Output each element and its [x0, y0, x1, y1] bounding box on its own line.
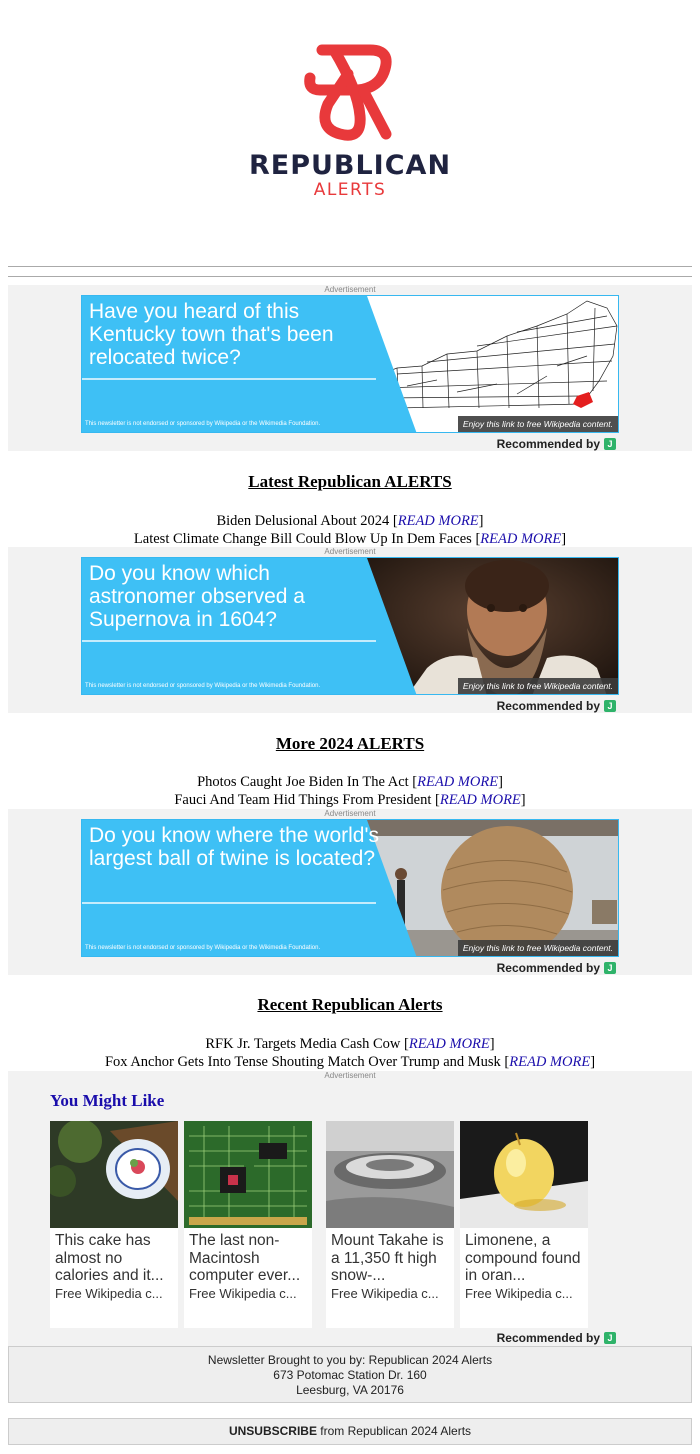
- footer-city-line: Leesburg, VA 20176: [296, 1383, 404, 1397]
- you-might-like-title: You Might Like: [50, 1091, 165, 1110]
- headline-item: Biden Delusional About 2024 [READ MORE]: [216, 513, 484, 529]
- card-source: Free Wikipedia c...: [331, 1286, 439, 1301]
- recommendation-card[interactable]: [326, 1121, 454, 1328]
- read-more-link[interactable]: READ MORE: [480, 531, 562, 547]
- section-title: Recent Republican Alerts: [257, 995, 443, 1014]
- recommendation-card[interactable]: [184, 1121, 312, 1328]
- headline-text: Latest Climate Change Bill Could Blow Up In Dem Faces: [133, 531, 476, 547]
- recommendation-card[interactable]: [460, 1121, 588, 1328]
- recommended-by[interactable]: [497, 1331, 616, 1345]
- headline-item: Photos Caught Joe Biden In The Act [READ MORE]: [197, 774, 503, 790]
- recommended-label: Recommended by: [496, 1331, 600, 1345]
- headline-item: Fox Anchor Gets Into Tense Shouting Match Over Trump and Musk [READ MORE]: [104, 1054, 596, 1070]
- advertisement-label: Advertisement: [324, 285, 376, 294]
- headline-text: Fauci And Team Hid Things From President: [174, 792, 436, 808]
- citrus-fruit-image: [460, 1121, 588, 1228]
- ad-caption: Enjoy this link to free Wikipedia content.: [458, 940, 618, 956]
- newsletter-footer: [8, 1346, 692, 1403]
- ad-headline: Have you heard of this Kentucky town that's been relocated twice?: [89, 300, 334, 369]
- republican-alerts-logo-icon: [300, 30, 400, 150]
- headline-text: RFK Jr. Targets Media Cash Cow: [205, 1036, 404, 1052]
- unsubscribe-link[interactable]: UNSUBSCRIBE from Republican 2024 Alerts: [228, 1424, 472, 1438]
- card-title: Mount Takahe is a 11,350 ft high snow-...: [331, 1232, 444, 1284]
- circuit-board-image: [184, 1121, 312, 1228]
- jeeng-logo-icon: J: [604, 962, 616, 974]
- card-source: Free Wikipedia c...: [465, 1286, 573, 1301]
- recommendation-card[interactable]: [50, 1121, 178, 1328]
- aerial-mountain-image: [326, 1121, 454, 1228]
- headline-item: RFK Jr. Targets Media Cash Cow [READ MORE]: [205, 1036, 495, 1052]
- footer-sponsor-line: Newsletter Brought to you by: Republican 2024 Alerts: [207, 1353, 493, 1367]
- ad-rule: [82, 902, 376, 904]
- divider: [8, 276, 692, 277]
- logo-brand-text: REPUBLICAN: [248, 150, 452, 181]
- read-more-link[interactable]: READ MORE: [439, 792, 521, 808]
- recommended-label: Recommended by: [496, 961, 600, 975]
- card-title: The last non-Macintosh computer ever...: [189, 1232, 301, 1284]
- ad-disclaimer: This newsletter is not endorsed or sponsored by Wikipedia or the Wikimedia Foundation.: [85, 945, 321, 951]
- ad-banner[interactable]: [81, 819, 619, 957]
- header-logo: [0, 0, 700, 262]
- ad-disclaimer: This newsletter is not endorsed or sponsored by Wikipedia or the Wikimedia Foundation.: [85, 683, 321, 689]
- ad-banner[interactable]: [81, 295, 619, 433]
- recommended-by[interactable]: [497, 437, 616, 451]
- headline-text: Fox Anchor Gets Into Tense Shouting Match Over Trump and Musk: [104, 1054, 505, 1070]
- jeeng-logo-icon: J: [604, 700, 616, 712]
- jeeng-logo-icon: J: [604, 438, 616, 450]
- section-title: More 2024 ALERTS: [275, 734, 425, 753]
- recommended-by[interactable]: [497, 699, 616, 713]
- advertisement-label: Advertisement: [324, 547, 376, 556]
- card-title: This cake has almost no calories and it...: [55, 1232, 164, 1284]
- logo-sub-text: ALERTS: [313, 180, 387, 200]
- advertisement-block: [8, 809, 692, 975]
- ad-rule: [82, 640, 376, 642]
- read-more-link[interactable]: READ MORE: [509, 1054, 591, 1070]
- card-title: Limonene, a compound found in oran...: [465, 1232, 581, 1284]
- headline-text: Photos Caught Joe Biden In The Act: [197, 774, 413, 790]
- you-might-like-block: [8, 1071, 692, 1346]
- card-source: Free Wikipedia c...: [189, 1286, 297, 1301]
- divider: [8, 266, 692, 267]
- advertisement-label: Advertisement: [324, 1071, 376, 1080]
- section-title: Latest Republican ALERTS: [248, 472, 452, 491]
- card-source: Free Wikipedia c...: [55, 1286, 163, 1301]
- cake-plate-image: [50, 1121, 178, 1228]
- ad-caption: Enjoy this link to free Wikipedia content.: [458, 678, 618, 694]
- advertisement-label: Advertisement: [324, 809, 376, 818]
- ad-caption: Enjoy this link to free Wikipedia content.: [458, 416, 618, 432]
- ad-rule: [82, 378, 376, 380]
- ad-banner[interactable]: [81, 557, 619, 695]
- headline-item: Fauci And Team Hid Things From President [READ MORE]: [174, 792, 526, 808]
- unsubscribe-bar[interactable]: [8, 1418, 692, 1445]
- footer-address-line: 673 Potomac Station Dr. 160: [273, 1368, 427, 1382]
- headline-text: Biden Delusional About 2024: [216, 513, 393, 529]
- recommended-by[interactable]: [497, 961, 616, 975]
- advertisement-block: [8, 285, 692, 451]
- advertisement-block: [8, 547, 692, 713]
- jeeng-logo-icon: J: [604, 1332, 616, 1344]
- read-more-link[interactable]: READ MORE: [408, 1036, 490, 1052]
- recommended-label: Recommended by: [496, 437, 600, 451]
- recommended-label: Recommended by: [496, 699, 600, 713]
- read-more-link[interactable]: READ MORE: [397, 513, 479, 529]
- ad-headline: Do you know which astronomer observed a Supernova in 1604?: [89, 562, 305, 631]
- read-more-link[interactable]: READ MORE: [417, 774, 499, 790]
- ad-disclaimer: This newsletter is not endorsed or sponsored by Wikipedia or the Wikimedia Foundation.: [85, 421, 321, 427]
- headline-item: Latest Climate Change Bill Could Blow Up In Dem Faces [READ MORE]: [133, 531, 567, 547]
- ad-headline: Do you know where the world's largest ball of twine is located?: [89, 824, 379, 870]
